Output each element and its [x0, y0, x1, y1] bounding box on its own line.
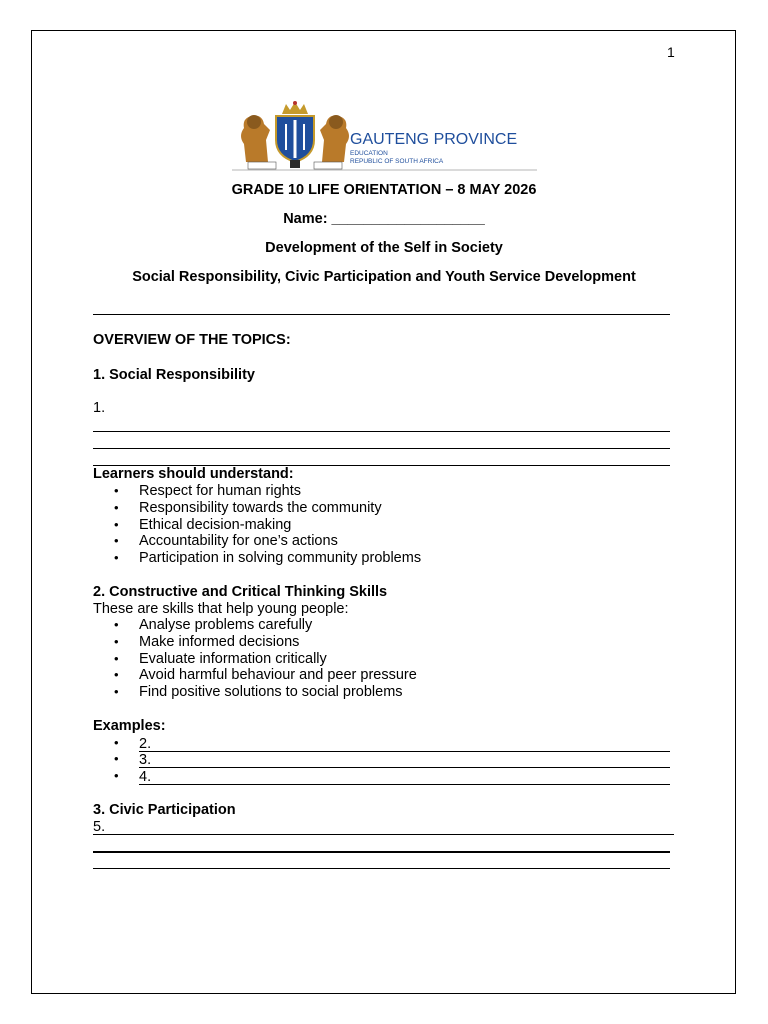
section2-heading: 2. Constructive and Critical Thinking Skills: [93, 584, 388, 600]
answer-line[interactable]: [139, 751, 670, 752]
example-number: 3.: [139, 752, 152, 768]
learners-bullet-list: [93, 483, 421, 567]
examples-heading: Examples:: [93, 718, 166, 734]
list-item: • Participation in solving community problems: [93, 550, 421, 567]
skills-bullet-list: [93, 617, 417, 701]
list-item: • Accountability for one’s actions: [93, 533, 421, 550]
answer-line-5c[interactable]: [93, 868, 670, 869]
svg-text:GAUTENG PROVINCE: GAUTENG PROVINCE: [350, 131, 518, 148]
answer-line-5a[interactable]: [93, 834, 674, 835]
subtitle-themes: Social Responsibility, Civic Participation and Youth Service Development: [132, 269, 636, 285]
svg-text:EDUCATION: EDUCATION: [350, 150, 388, 157]
list-item: • Avoid harmful behaviour and peer pressure: [93, 667, 417, 684]
answer-line-5b[interactable]: [93, 851, 670, 853]
gauteng-logo: [232, 100, 537, 172]
list-item: • Make informed decisions: [93, 634, 417, 651]
learners-heading: Learners should understand:: [93, 466, 294, 482]
worksheet-title: GRADE 10 LIFE ORIENTATION – 8 MAY 2026: [231, 182, 537, 198]
question-5-number: 5.: [93, 819, 106, 835]
answer-line-1b[interactable]: [93, 448, 670, 449]
list-item: • Responsibility towards the community: [93, 500, 421, 517]
svg-text:REPUBLIC OF SOUTH AFRICA: REPUBLIC OF SOUTH AFRICA: [350, 158, 444, 165]
example-number: 4.: [139, 769, 152, 785]
overview-heading: OVERVIEW OF THE TOPICS:: [93, 332, 291, 348]
section2-intro: These are skills that help young people:: [93, 601, 349, 617]
header-divider: [93, 314, 670, 315]
name-field[interactable]: Name: ___________________: [283, 211, 485, 227]
example-number: 2.: [139, 736, 152, 752]
list-item: • Find positive solutions to social problems: [93, 684, 417, 701]
list-item: • Analyse problems carefully: [93, 617, 417, 634]
section1-heading: 1. Social Responsibility: [93, 367, 255, 383]
list-item: • Evaluate information critically: [93, 651, 417, 668]
page-number: 1: [667, 44, 675, 60]
coat-of-arms-icon: [232, 100, 537, 172]
list-item: • Respect for human rights: [93, 483, 421, 500]
section3-heading: 3. Civic Participation: [93, 802, 236, 818]
answer-line[interactable]: [139, 784, 670, 785]
answer-line[interactable]: [139, 767, 670, 768]
subtitle-topic: Development of the Self in Society: [265, 240, 503, 256]
question-1-number: 1.: [93, 400, 106, 416]
list-item: • Ethical decision-making: [93, 517, 421, 534]
answer-line-1a[interactable]: [93, 431, 670, 432]
